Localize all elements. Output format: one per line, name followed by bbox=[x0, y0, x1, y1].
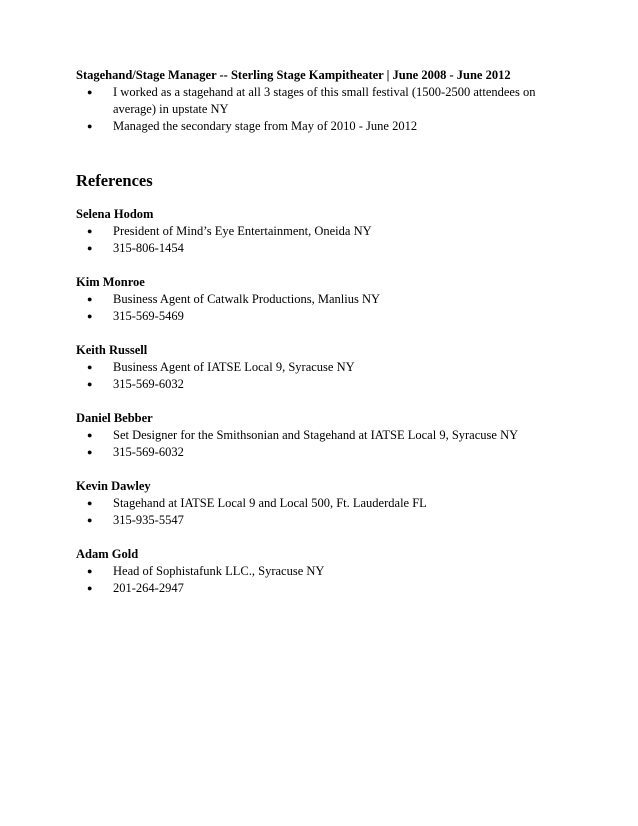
reference-name: Selena Hodom bbox=[76, 207, 154, 221]
reference-phone: 201-264-2947 bbox=[113, 581, 184, 595]
bullet-icon: ● bbox=[87, 379, 93, 389]
bullet-icon: ● bbox=[87, 311, 93, 321]
reference-details bbox=[76, 563, 566, 597]
reference-detail bbox=[87, 512, 566, 529]
job-title: Stagehand/Stage Manager -- Sterling Stage Kampitheater | June 2008 - June 2012 bbox=[76, 68, 511, 82]
reference-name: Daniel Bebber bbox=[76, 411, 153, 425]
job-entry bbox=[76, 67, 566, 135]
bullet-icon: ● bbox=[87, 226, 93, 236]
job-bullet-text: I worked as a stagehand at all 3 stages of this small festival (1500-2500 attendees on average) in upstate NY bbox=[113, 85, 536, 116]
reference-entry bbox=[76, 546, 566, 597]
bullet-icon: ● bbox=[87, 430, 93, 440]
reference-name: Keith Russell bbox=[76, 343, 148, 357]
bullet-icon: ● bbox=[87, 583, 93, 593]
document-content bbox=[76, 67, 566, 597]
reference-detail bbox=[87, 359, 566, 376]
reference-details bbox=[76, 359, 566, 393]
reference-name: Kim Monroe bbox=[76, 275, 145, 289]
bullet-icon: ● bbox=[87, 515, 93, 525]
job-bullet-text: Managed the secondary stage from May of 2010 - June 2012 bbox=[113, 119, 418, 133]
reference-role: Stagehand at IATSE Local 9 and Local 500, Ft. Lauderdale FL bbox=[113, 496, 427, 510]
reference-phone: 315-935-5547 bbox=[113, 513, 184, 527]
reference-role: Business Agent of Catwalk Productions, Manlius NY bbox=[113, 292, 381, 306]
reference-role: President of Mind’s Eye Entertainment, Oneida NY bbox=[113, 224, 372, 238]
bullet-icon: ● bbox=[87, 447, 93, 457]
reference-phone: 315-569-6032 bbox=[113, 445, 184, 459]
reference-details bbox=[76, 427, 566, 461]
reference-detail bbox=[87, 580, 566, 597]
references-title: References bbox=[76, 171, 153, 190]
reference-phone: 315-806-1454 bbox=[113, 241, 184, 255]
bullet-icon: ● bbox=[87, 362, 93, 372]
job-bullet bbox=[87, 118, 566, 135]
reference-phone: 315-569-5469 bbox=[113, 309, 184, 323]
reference-detail bbox=[87, 427, 566, 444]
reference-detail bbox=[87, 223, 566, 240]
reference-detail bbox=[87, 240, 566, 257]
bullet-icon: ● bbox=[87, 566, 93, 576]
reference-detail bbox=[87, 563, 566, 580]
reference-name: Adam Gold bbox=[76, 547, 139, 561]
reference-detail bbox=[87, 495, 566, 512]
reference-role: Head of Sophistafunk LLC., Syracuse NY bbox=[113, 564, 325, 578]
bullet-icon: ● bbox=[87, 498, 93, 508]
job-bullet-list bbox=[76, 84, 566, 135]
reference-detail bbox=[87, 291, 566, 308]
reference-entry bbox=[76, 342, 566, 393]
reference-entry bbox=[76, 206, 566, 257]
bullet-icon: ● bbox=[87, 121, 93, 131]
reference-name: Kevin Dawley bbox=[76, 479, 151, 493]
reference-role: Business Agent of IATSE Local 9, Syracuse NY bbox=[113, 360, 355, 374]
reference-entry bbox=[76, 410, 566, 461]
reference-entry bbox=[76, 274, 566, 325]
reference-detail bbox=[87, 376, 566, 393]
job-bullet bbox=[87, 84, 566, 118]
reference-entry bbox=[76, 478, 566, 529]
bullet-icon: ● bbox=[87, 243, 93, 253]
reference-details bbox=[76, 291, 566, 325]
reference-role: Set Designer for the Smithsonian and Stagehand at IATSE Local 9, Syracuse NY bbox=[113, 428, 519, 442]
bullet-icon: ● bbox=[87, 294, 93, 304]
reference-phone: 315-569-6032 bbox=[113, 377, 184, 391]
reference-detail bbox=[87, 308, 566, 325]
reference-details bbox=[76, 495, 566, 529]
reference-details bbox=[76, 223, 566, 257]
bullet-icon: ● bbox=[87, 87, 93, 97]
reference-detail bbox=[87, 444, 566, 461]
